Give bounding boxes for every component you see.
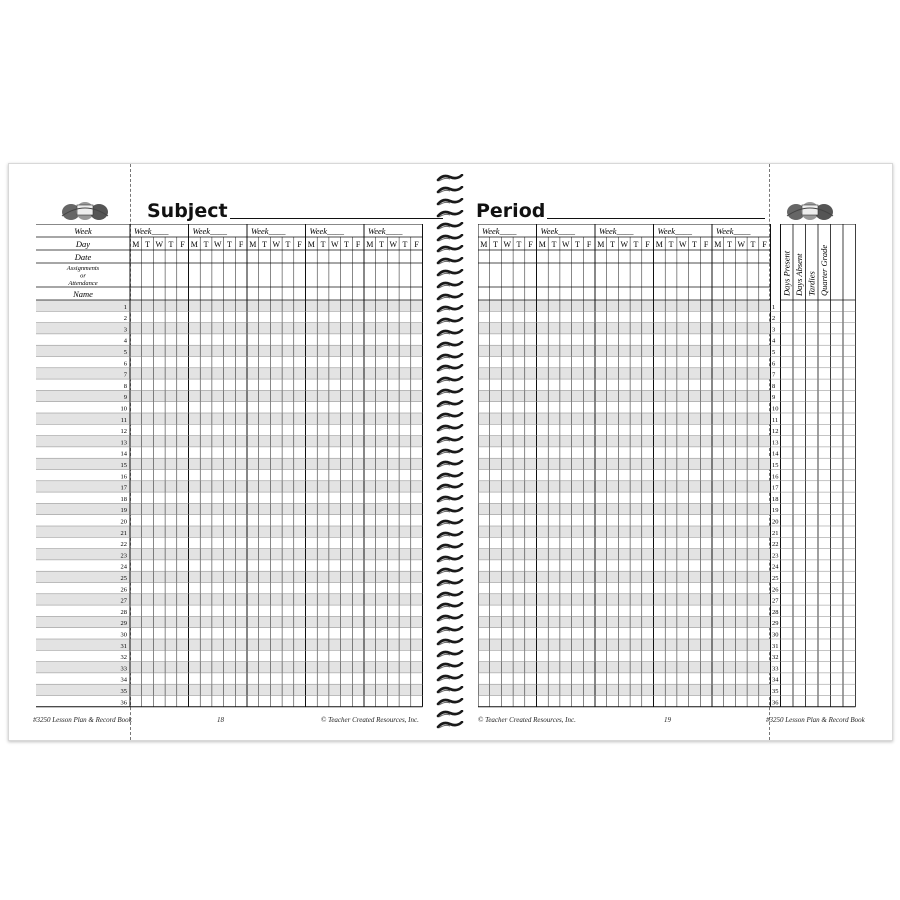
day-letter: T xyxy=(168,239,174,249)
row-number: 30 xyxy=(771,631,779,639)
shaded-row xyxy=(36,413,422,424)
shaded-row xyxy=(478,368,770,379)
right-grid-svg xyxy=(478,224,857,708)
row-number: 23 xyxy=(771,552,779,560)
day-letter: T xyxy=(633,239,639,249)
day-letter: F xyxy=(703,239,709,249)
coil-loop-icon xyxy=(436,269,464,278)
row-label-day: Day xyxy=(75,238,91,249)
shaded-row xyxy=(36,323,422,334)
shaded-row xyxy=(478,662,770,673)
day-letter: T xyxy=(668,239,674,249)
apple-logo-icon xyxy=(782,196,838,222)
day-letter: W xyxy=(503,239,512,249)
day-letter: W xyxy=(213,239,222,249)
row-label-name: Name xyxy=(73,288,93,299)
row-number: 16 xyxy=(771,473,779,481)
shaded-row xyxy=(36,458,422,469)
period-title xyxy=(476,200,765,222)
coil-loop-icon xyxy=(436,483,464,492)
day-letter: W xyxy=(561,239,570,249)
row-number: 29 xyxy=(120,620,128,628)
day-letter: F xyxy=(180,239,185,249)
row-number: 27 xyxy=(120,597,128,605)
shaded-row xyxy=(36,639,422,650)
coil-loop-icon xyxy=(436,448,464,457)
coil-loop-icon xyxy=(436,424,464,433)
row-number: 25 xyxy=(771,574,779,582)
day-letter: T xyxy=(727,239,732,249)
shaded-row xyxy=(36,549,422,560)
row-number: 22 xyxy=(120,541,128,549)
week-header: Week____ xyxy=(192,225,228,236)
right-roster-grid xyxy=(478,224,857,708)
row-number: 18 xyxy=(771,495,779,503)
day-letter: T xyxy=(575,239,580,249)
row-number: 19 xyxy=(120,507,128,515)
row-number: 34 xyxy=(771,676,779,684)
row-number: 10 xyxy=(120,405,128,413)
row-number: 1 xyxy=(123,303,128,311)
summary-header: Days Absent xyxy=(794,253,805,296)
row-number: 5 xyxy=(771,348,776,356)
week-header: Week____ xyxy=(599,225,634,236)
day-letter: F xyxy=(528,239,533,249)
day-letter: T xyxy=(610,239,615,249)
row-number: 4 xyxy=(771,337,776,345)
coil-loop-icon xyxy=(436,543,464,552)
subject-blank-line[interactable] xyxy=(230,218,443,219)
row-number: 21 xyxy=(771,529,779,537)
row-number: 15 xyxy=(771,461,779,469)
day-letter: T xyxy=(227,239,232,249)
week-header: Week____ xyxy=(367,225,403,236)
coil-loop-icon xyxy=(436,650,464,659)
row-number: 15 xyxy=(120,461,128,469)
row-number: 19 xyxy=(771,507,779,515)
shaded-row xyxy=(36,436,422,447)
row-number: 36 xyxy=(771,699,779,707)
row-number: 14 xyxy=(771,450,779,458)
footer-book-title: #3250 Lesson Plan & Record Book xyxy=(766,716,865,724)
row-number: 29 xyxy=(771,620,779,628)
coil-loop-icon xyxy=(436,591,464,600)
shaded-row xyxy=(478,503,770,514)
shaded-row xyxy=(478,345,770,356)
row-number: 32 xyxy=(120,654,128,662)
subject-title xyxy=(147,200,443,222)
coil-loop-icon xyxy=(436,341,464,350)
coil-loop-icon xyxy=(436,519,464,528)
row-number: 35 xyxy=(771,687,779,695)
open-planner-book xyxy=(8,163,893,741)
shaded-row xyxy=(36,616,422,627)
row-number: 14 xyxy=(120,450,128,458)
row-number: 13 xyxy=(120,439,128,447)
shaded-row xyxy=(478,481,770,492)
shaded-row xyxy=(36,300,422,311)
day-letter: F xyxy=(297,239,302,249)
day-letter: M xyxy=(307,239,315,249)
left-roster-grid xyxy=(36,224,424,708)
row-number: 7 xyxy=(771,371,776,379)
row-number: 27 xyxy=(771,597,779,605)
day-letter: T xyxy=(692,239,697,249)
coil-loop-icon xyxy=(436,329,464,338)
row-label-assignments_or: or xyxy=(80,272,86,280)
coil-loop-icon xyxy=(436,698,464,707)
page-number: 19 xyxy=(664,716,671,724)
row-number: 2 xyxy=(771,315,776,323)
coil-loop-icon xyxy=(436,293,464,302)
coil-loop-icon xyxy=(436,257,464,266)
coil-loop-icon xyxy=(436,281,464,290)
day-letter: M xyxy=(714,239,722,249)
day-letter: W xyxy=(620,239,629,249)
page-number: 18 xyxy=(217,716,224,724)
coil-loop-icon xyxy=(436,245,464,254)
row-number: 6 xyxy=(771,360,776,368)
row-number: 8 xyxy=(771,382,776,390)
shaded-row xyxy=(478,390,770,401)
shaded-row xyxy=(478,458,770,469)
day-letter: T xyxy=(285,239,291,249)
row-number: 31 xyxy=(771,642,779,650)
row-number: 11 xyxy=(120,416,128,424)
coil-loop-icon xyxy=(436,210,464,219)
coil-loop-icon xyxy=(436,460,464,469)
day-letter: T xyxy=(320,239,326,249)
shaded-row xyxy=(478,436,770,447)
apple-logo-icon xyxy=(57,196,113,222)
row-number: 26 xyxy=(771,586,779,594)
day-letter: T xyxy=(493,239,498,249)
day-letter: W xyxy=(389,239,398,249)
row-number: 1 xyxy=(771,303,776,311)
shaded-row xyxy=(36,481,422,492)
shaded-row xyxy=(478,413,770,424)
shaded-row xyxy=(478,616,770,627)
week-header: Week____ xyxy=(540,225,576,236)
row-number: 6 xyxy=(123,360,128,368)
coil-loop-icon xyxy=(436,674,464,683)
day-letter: F xyxy=(355,239,361,249)
coil-loop-icon xyxy=(436,710,464,719)
summary-header: Tardies xyxy=(806,271,817,296)
row-number: 10 xyxy=(771,405,779,413)
footer-copyright: © Teacher Created Resources, Inc. xyxy=(321,716,419,724)
day-letter: W xyxy=(678,239,687,249)
coil-loop-icon xyxy=(436,602,464,611)
row-number: 34 xyxy=(120,676,128,684)
day-letter: M xyxy=(190,239,198,249)
shaded-row xyxy=(36,345,422,356)
footer-copyright: © Teacher Created Resources, Inc. xyxy=(478,716,576,724)
coil-loop-icon xyxy=(436,507,464,516)
day-letter: T xyxy=(344,239,349,249)
day-letter: F xyxy=(645,239,650,249)
day-letter: T xyxy=(551,239,557,249)
day-letter: F xyxy=(238,239,244,249)
day-letter: T xyxy=(203,239,209,249)
row-number: 3 xyxy=(123,326,128,334)
coil-loop-icon xyxy=(436,531,464,540)
row-number: 7 xyxy=(123,371,128,379)
coil-loop-icon xyxy=(436,472,464,481)
subject-label: Subject xyxy=(147,200,228,222)
day-letter: M xyxy=(538,239,546,249)
coil-loop-icon xyxy=(436,412,464,421)
day-letter: M xyxy=(655,239,663,249)
row-number: 28 xyxy=(771,608,779,616)
row-number: 8 xyxy=(123,382,128,390)
day-letter: W xyxy=(155,239,164,249)
period-blank-line[interactable] xyxy=(547,218,765,219)
coil-loop-icon xyxy=(436,353,464,362)
coil-loop-icon xyxy=(436,495,464,504)
row-number: 9 xyxy=(771,394,776,402)
day-letter: T xyxy=(262,239,267,249)
period-label: Period xyxy=(476,200,546,222)
coil-loop-icon xyxy=(436,186,464,195)
shaded-row xyxy=(478,571,770,582)
week-header: Week____ xyxy=(309,225,345,236)
day-letter: T xyxy=(145,239,150,249)
row-number: 21 xyxy=(120,529,128,537)
row-label-assignments_att: Attendance xyxy=(68,279,98,287)
row-number: 13 xyxy=(771,439,779,447)
row-number: 24 xyxy=(771,563,779,571)
row-number: 17 xyxy=(771,484,779,492)
row-number: 16 xyxy=(120,473,128,481)
shaded-row xyxy=(478,300,770,311)
coil-loop-icon xyxy=(436,388,464,397)
coil-loop-icon xyxy=(436,364,464,373)
coil-loop-icon xyxy=(436,579,464,588)
shaded-row xyxy=(36,368,422,379)
day-letter: W xyxy=(272,239,281,249)
coil-loop-icon xyxy=(436,317,464,326)
day-letter: T xyxy=(750,239,756,249)
shaded-row xyxy=(36,571,422,582)
coil-loop-icon xyxy=(436,376,464,385)
coil-loop-icon xyxy=(436,662,464,671)
row-number: 25 xyxy=(120,574,128,582)
row-number: 23 xyxy=(120,552,128,560)
row-number: 35 xyxy=(120,687,128,695)
week-header: Week____ xyxy=(715,225,751,236)
shaded-row xyxy=(36,526,422,537)
shaded-row xyxy=(478,639,770,650)
row-number: 30 xyxy=(120,631,128,639)
week-header: Week____ xyxy=(482,225,517,236)
day-letter: F xyxy=(586,239,592,249)
row-number: 20 xyxy=(771,518,779,526)
left-page xyxy=(9,164,442,740)
coil-loop-icon xyxy=(436,234,464,243)
shaded-row xyxy=(36,684,422,695)
shaded-row xyxy=(478,323,770,334)
day-letter: F xyxy=(414,239,419,249)
row-label-date: Date xyxy=(74,251,92,262)
row-number: 9 xyxy=(123,394,128,402)
coil-loop-icon xyxy=(436,222,464,231)
coil-loop-icon xyxy=(436,614,464,623)
day-letter: T xyxy=(402,239,408,249)
day-letter: M xyxy=(249,239,257,249)
row-number: 12 xyxy=(771,428,779,436)
row-number: 11 xyxy=(771,416,779,424)
summary-header: Quarter Grade xyxy=(819,244,830,296)
right-page xyxy=(458,164,892,740)
row-number: 31 xyxy=(120,642,128,650)
shaded-row xyxy=(478,526,770,537)
row-number: 28 xyxy=(120,608,128,616)
day-letter: M xyxy=(366,239,374,249)
row-number: 22 xyxy=(771,541,779,549)
row-number: 12 xyxy=(120,428,128,436)
week-header: Week____ xyxy=(134,225,169,236)
shaded-row xyxy=(478,684,770,695)
row-number: 18 xyxy=(120,495,128,503)
row-number: 4 xyxy=(123,337,128,345)
day-letter: M xyxy=(132,239,140,249)
row-number: 17 xyxy=(120,484,128,492)
day-letter: T xyxy=(379,239,384,249)
shaded-row xyxy=(36,594,422,605)
day-letter: F xyxy=(762,239,767,249)
row-label-week: Week xyxy=(74,225,92,236)
coil-loop-icon xyxy=(436,305,464,314)
row-number: 33 xyxy=(120,665,128,673)
shaded-row xyxy=(478,594,770,605)
row-number: 36 xyxy=(120,699,128,707)
row-number: 26 xyxy=(120,586,128,594)
day-letter: W xyxy=(330,239,339,249)
left-grid-svg xyxy=(36,224,424,708)
coil-loop-icon xyxy=(436,555,464,564)
coil-loop-icon xyxy=(436,626,464,635)
coil-loop-icon xyxy=(436,638,464,647)
week-header: Week____ xyxy=(657,225,693,236)
row-number: 24 xyxy=(120,563,128,571)
coil-loop-icon xyxy=(436,686,464,695)
coil-loop-icon xyxy=(436,174,464,183)
row-number: 20 xyxy=(120,518,128,526)
row-number: 33 xyxy=(771,665,779,673)
footer-book-title: #3250 Lesson Plan & Record Book xyxy=(33,716,132,724)
shaded-row xyxy=(36,390,422,401)
day-letter: T xyxy=(516,239,522,249)
day-letter: W xyxy=(737,239,746,249)
coil-loop-icon xyxy=(436,400,464,409)
week-header: Week____ xyxy=(250,225,286,236)
shaded-row xyxy=(36,662,422,673)
row-number: 2 xyxy=(123,315,128,323)
coil-loop-icon xyxy=(436,567,464,576)
shaded-row xyxy=(36,503,422,514)
day-letter: M xyxy=(597,239,605,249)
shaded-row xyxy=(478,549,770,560)
summary-header: Days Present xyxy=(781,250,792,296)
coil-loop-icon xyxy=(436,436,464,445)
coil-loop-icon xyxy=(436,198,464,207)
row-number: 3 xyxy=(771,326,776,334)
row-label-assignments: Assignments xyxy=(66,264,100,272)
row-number: 5 xyxy=(123,348,128,356)
day-letter: M xyxy=(480,239,488,249)
coil-loop-icon xyxy=(436,721,464,730)
row-number: 32 xyxy=(771,654,779,662)
